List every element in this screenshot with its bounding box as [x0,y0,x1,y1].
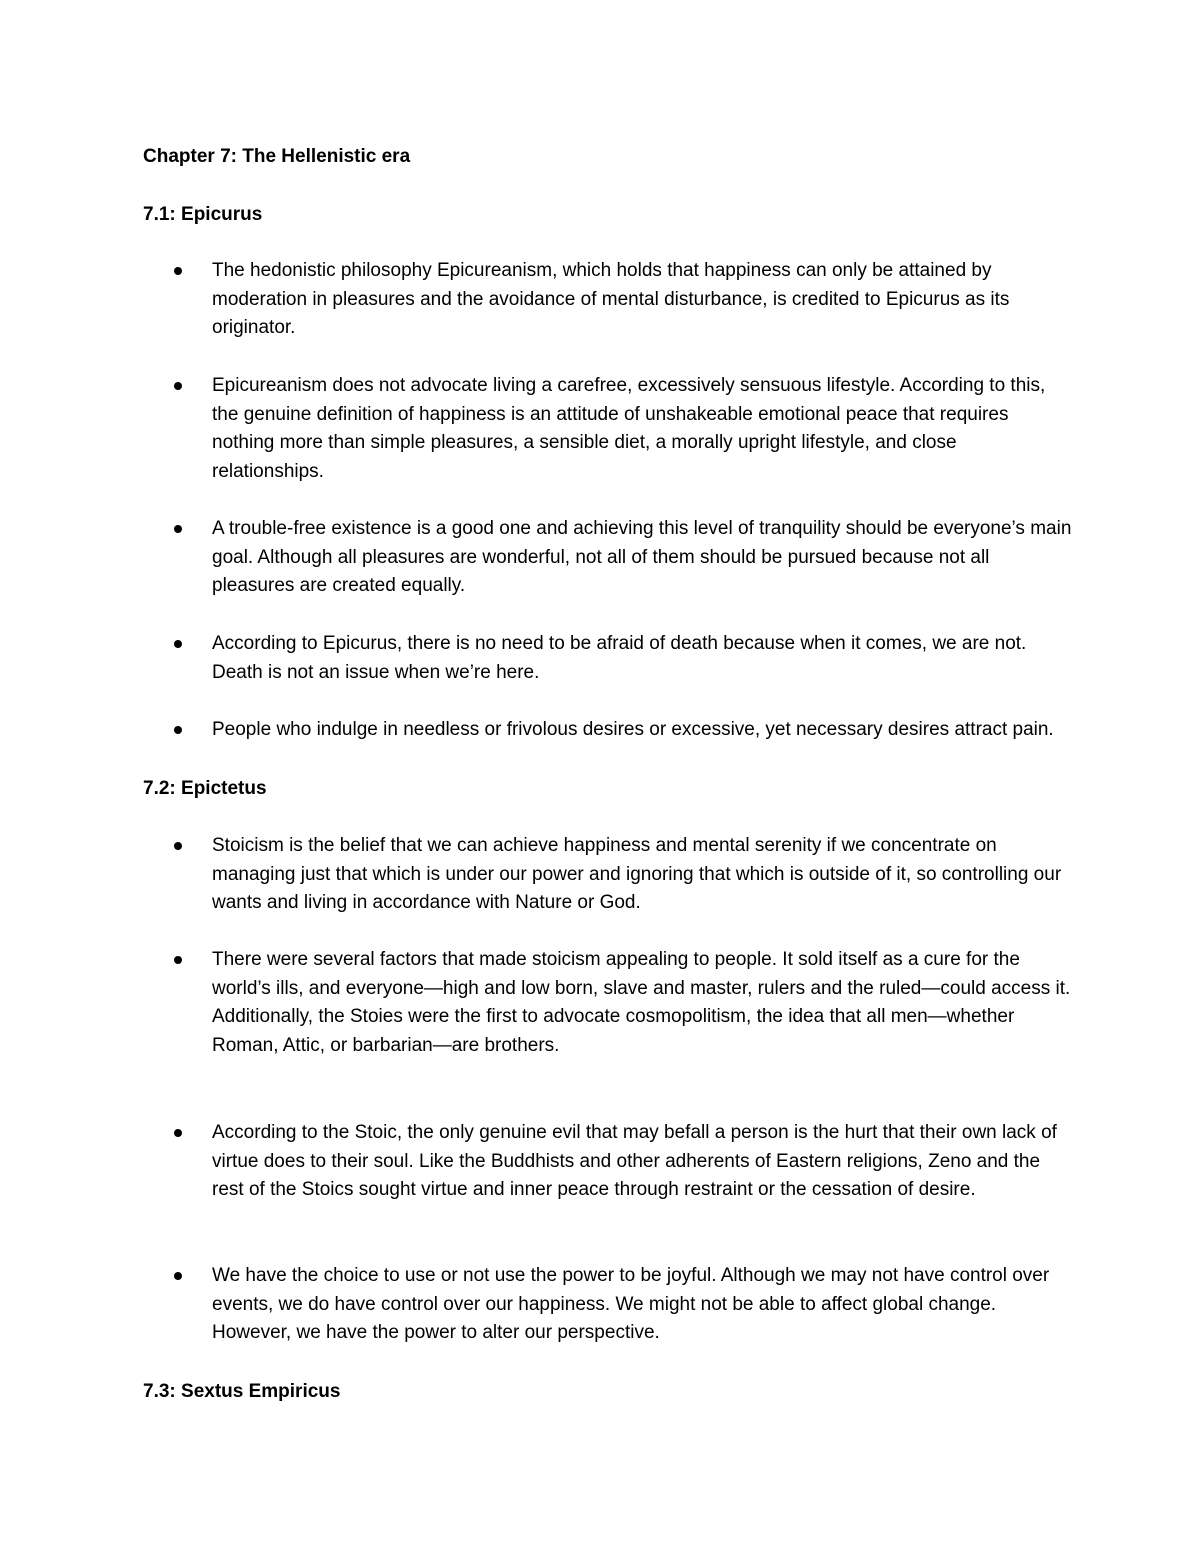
epictetus-bullet-1 [143,832,1073,918]
bullet-dot-icon [174,525,182,533]
bullet-text: People who indulge in needless or frivolous desires or excessive, yet necessary desires attract pain. [212,719,1054,740]
bullet-dot-icon [174,640,182,648]
chapter-title: Chapter 7: The Hellenistic era [143,146,411,167]
bullet-dot-icon [174,1129,182,1137]
epicurus-bullet-3 [143,515,1073,601]
bullet-text: Epicureanism does not advocate living a carefree, excessively sensuous lifestyle. According to this, the genuine definition of happiness is an attitude of unshakeable emotional peace that requires nothing more than simple pleasures, a sensible diet, a morally upright lifestyle, and close relationships. [212,375,1046,483]
epicurus-bullet-2 [143,372,1073,487]
epictetus-bullet-3 [143,1119,1073,1205]
bullet-text: According to Epicurus, there is no need to be afraid of death because when it comes, we are not. Death is not an issue when we’re here. [212,633,1027,683]
bullet-text: According to the Stoic, the only genuine evil that may befall a person is the hurt that their own lack of virtue does to their soul. Like the Buddhists and other adherents of Eastern religions, Zeno and the rest of the Stoics sought virtue and inner peace through restraint or the cessation of desire. [212,1122,1057,1201]
epicurus-bullet-4 [143,630,1073,687]
bullet-dot-icon [174,1272,182,1280]
epictetus-bullet-4 [143,1262,1073,1348]
section-heading-sextus-empiricus: 7.3: Sextus Empiricus [143,1381,341,1402]
bullet-dot-icon [174,956,182,964]
list-item [143,716,1073,745]
list-item [143,630,1073,687]
bullet-text: The hedonistic philosophy Epicureanism, which holds that happiness can only be attained by moderation in pleasures and the avoidance of mental disturbance, is credited to Epicurus as its originator. [212,260,1010,339]
bullet-text: We have the choice to use or not use the power to be joyful. Although we may not have control over events, we do have control over our happiness. We might not be able to affect global change. However, we have the power to alter our perspective. [212,1265,1050,1344]
bullet-dot-icon [174,382,182,390]
list-item [143,832,1073,918]
list-item [143,1119,1073,1205]
epictetus-bullet-2 [143,946,1073,1061]
list-item [143,372,1073,487]
list-item [143,1262,1073,1348]
list-item [143,515,1073,601]
bullet-text: A trouble-free existence is a good one and achieving this level of tranquility should be everyone’s main goal. Although all pleasures are wonderful, not all of them should be pursued because not all pleasures are created equally. [212,518,1072,597]
epicurus-bullet-5 [143,716,1073,745]
bullet-dot-icon [174,842,182,850]
bullet-text: Stoicism is the belief that we can achieve happiness and mental serenity if we concentrate on managing just that which is under our power and ignoring that which is outside of it, so controlling our wants and living in accordance with Nature or God. [212,835,1062,914]
section-heading-epictetus: 7.2: Epictetus [143,778,267,799]
bullet-dot-icon [174,267,182,275]
list-item [143,257,1073,343]
section-heading-epicurus: 7.1: Epicurus [143,204,263,225]
list-item [143,946,1073,1061]
bullet-dot-icon [174,726,182,734]
bullet-text: There were several factors that made stoicism appealing to people. It sold itself as a cure for the world’s ills, and everyone—high and low born, slave and master, rulers and the ruled—could access it. Additionally, the Stoies were the first to advocate cosmopolitism, the idea that all men—whether Roman, Attic, or barbarian—are brothers. [212,949,1071,1057]
